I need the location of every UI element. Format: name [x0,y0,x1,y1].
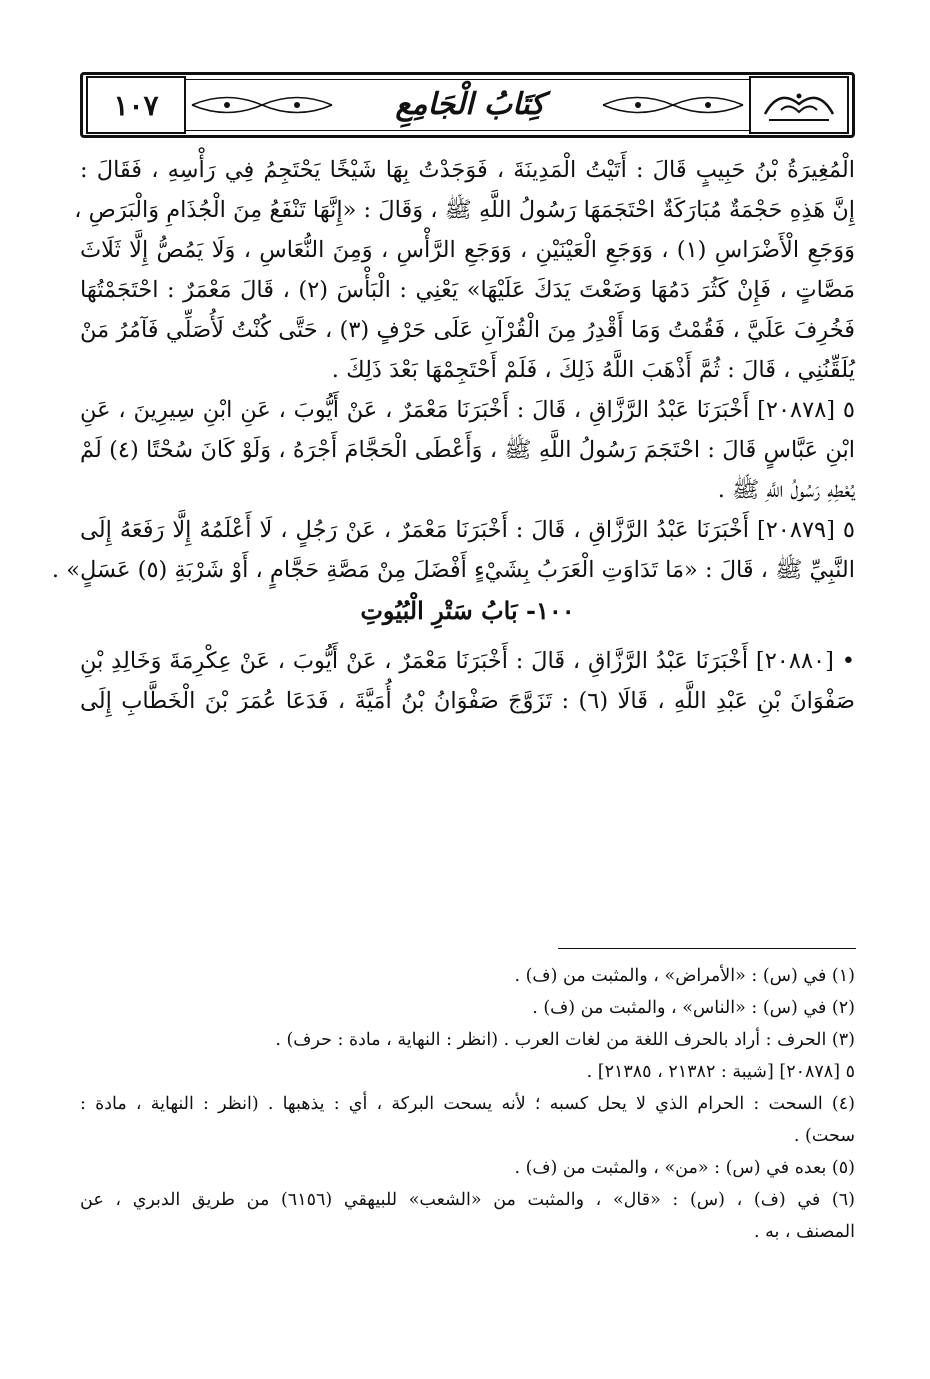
text-line: يُلَقِّنُنِي ، قَالَ : ثُمَّ أَذْهَبَ اللَّهُ ذَلِكَ ، فَلَمْ أَحْتَجِمْهَا بَعْدَ ذَلِكَ . [331,357,855,383]
paragraph-hadith-20878 [80,390,855,510]
text-line: إِنَّ هَذِهِ حَجْمَةٌ مُبَارَكَةٌ احْتَجَمَهَا رَسُولُ اللَّهِ ﷺ ، وَقَالَ : «إِنَّهَا تَنْفَعُ مِنَ الْجُذَامِ وَالْبَرَصِ ، [74,197,855,223]
paragraph-hadith-continued [74,150,856,390]
text-line: الْمُغِيرَةُ بْنُ حَبِيبٍ قَالَ : أَتَيْتُ الْمَدِينَةَ ، فَوَجَدْتُ بِهَا شَيْخًا يَحْتَجِمُ فِي رَأْسِهِ ، فَقَالَ : [80,157,855,183]
ornament-right-icon [603,90,743,120]
logo-box [749,76,849,134]
footnote [80,1184,855,1248]
footnote-text: (٢) في (س) : «الناس» ، والمثبت من (ف) . [532,998,855,1018]
text-line: ٥ [٢٠٨٧٨] أَخْبَرَنَا عَبْدُ الرَّزَّاقِ ، قَالَ : أَخْبَرَنَا مَعْمَرٌ ، عَنْ أَيُّوبَ ، عَنِ ابْنِ سِيرِينَ ، عَنِ [80,397,855,423]
page-number: ١٠٧ [113,88,159,122]
footnote [80,1056,855,1088]
text-line: ٥ [٢٠٨٧٩] أَخْبَرَنَا عَبْدُ الرَّزَّاقِ ، قَالَ : أَخْبَرَنَا مَعْمَرٌ ، عَنْ رَجُلٍ ، لَا أَعْلَمُهُ إِلَّا رَفَعَهُ إِلَى [80,517,855,543]
text-line: يُعْطِهِ رَسُولُ اللَّهِ ﷺ . [717,477,855,503]
footnote-text: (٥) بعده في (س) : «من» ، والمثبت من (ف) . [514,1158,855,1178]
footnote-text: (٣) الحرف : أراد بالحرف اللغة من لغات العرب . (انظر : النهاية ، مادة : حرف) . [275,1030,855,1050]
main-text [51,150,856,721]
footnote [80,960,855,992]
text-line: صَفْوَانَ بْنِ عَبْدِ اللَّهِ ، قَالَا (٦) : تَزَوَّجَ صَفْوَانُ بْنُ أُمَيَّةَ ، فَدَعَا عُمَرَ بْنَ الْخَطَّابِ إِلَى [80,688,855,714]
page-header [80,72,855,138]
footnote [80,1152,855,1184]
page-number-box [86,76,186,134]
footnote [80,992,855,1024]
footnote-divider [558,948,856,949]
paragraph-hadith-20879 [51,510,855,590]
chapter-heading: ١٠٠- بَابُ سَتْرِ الْبُيُوتِ [360,596,575,625]
paragraph-hadith-20880 [80,641,855,721]
book-logo-icon [759,84,839,126]
ornament-left-icon [192,90,332,120]
footnote-text: سحت) . [793,1126,855,1146]
footnote [80,1088,855,1152]
text-line: فَخُرِفَ عَلَيَّ ، فَقُمْتُ وَمَا أَقْدِرُ مِنَ الْقُرْآنِ عَلَى حَرْفٍ (٣) ، حَتَّى كُنْتُ لَأُصَلِّي فَآمُرُ مَنْ [80,317,855,343]
footnote-text: (٦) في (ف) ، (س) : «قال» ، والمثبت من «الشعب» للبيهقي (٦١٥٦) من طريق الدبري ، عن [80,1190,855,1210]
footnote-text: ٥ [٢٠٨٧٨] [شيبة : ٢١٣٨٢ ، ٢١٣٨٥] . [586,1062,855,1082]
text-line: مَصَّاتٍ ، فَإِنْ كَثُرَ دَمُهَا وَضَعْتَ يَدَكَ عَلَيْهَا» يَعْنِي : الْبَأْسَ (٢) ، قَالَ مَعْمَرٌ : احْتَجَمْتُهَا [80,277,856,303]
footnote-text: (٤) السحت : الحرام الذي لا يحل كسبه ؛ لأنه يسحت البركة ، أي : يذهبها . (انظر : النهاية ، مادة : [80,1094,855,1114]
text-line: • [٢٠٨٨٠] أَخْبَرَنَا عَبْدُ الرَّزَّاقِ ، قَالَ : أَخْبَرَنَا مَعْمَرٌ ، عَنْ أَيُّوبَ ، عَنْ عِكْرِمَةَ وَخَالِدِ بْنِ [80,648,855,674]
text-line: النَّبِيِّ ﷺ ، قَالَ : «مَا تَدَاوَتِ الْعَرَبُ بِشَيْءٍ أَفْضَلَ مِنْ مَصَّةِ حَجَّامٍ ، أَوْ شَرْبَةِ (٥) عَسَلٍ» . [51,557,855,583]
footnote-text: المصنف ، به . [753,1222,855,1242]
text-line: ابْنِ عَبَّاسٍ قَالَ : احْتَجَمَ رَسُولُ اللَّهِ ﷺ ، وَأَعْطَى الْحَجَّامَ أَجْرَهُ ، وَلَوْ كَانَ سُحْتًا (٤) لَمْ [80,437,856,463]
book-title: كِتَابُ الْجَامِعِ [340,80,600,128]
text-line: وَوَجَعِ الْأَضْرَاسِ (١) ، وَوَجَعِ الْعَيْنَيْنِ ، وَوَجَعِ الرَّأْسِ ، وَمِنَ النُّعَاسِ ، وَلَا يَمُصُّ إِلَّا ثَلَاثَ [80,237,855,263]
footnote [80,1024,855,1056]
footnotes [80,960,855,1248]
footnote-text: (١) في (س) : «الأمراض» ، والمثبت من (ف) . [514,966,855,986]
